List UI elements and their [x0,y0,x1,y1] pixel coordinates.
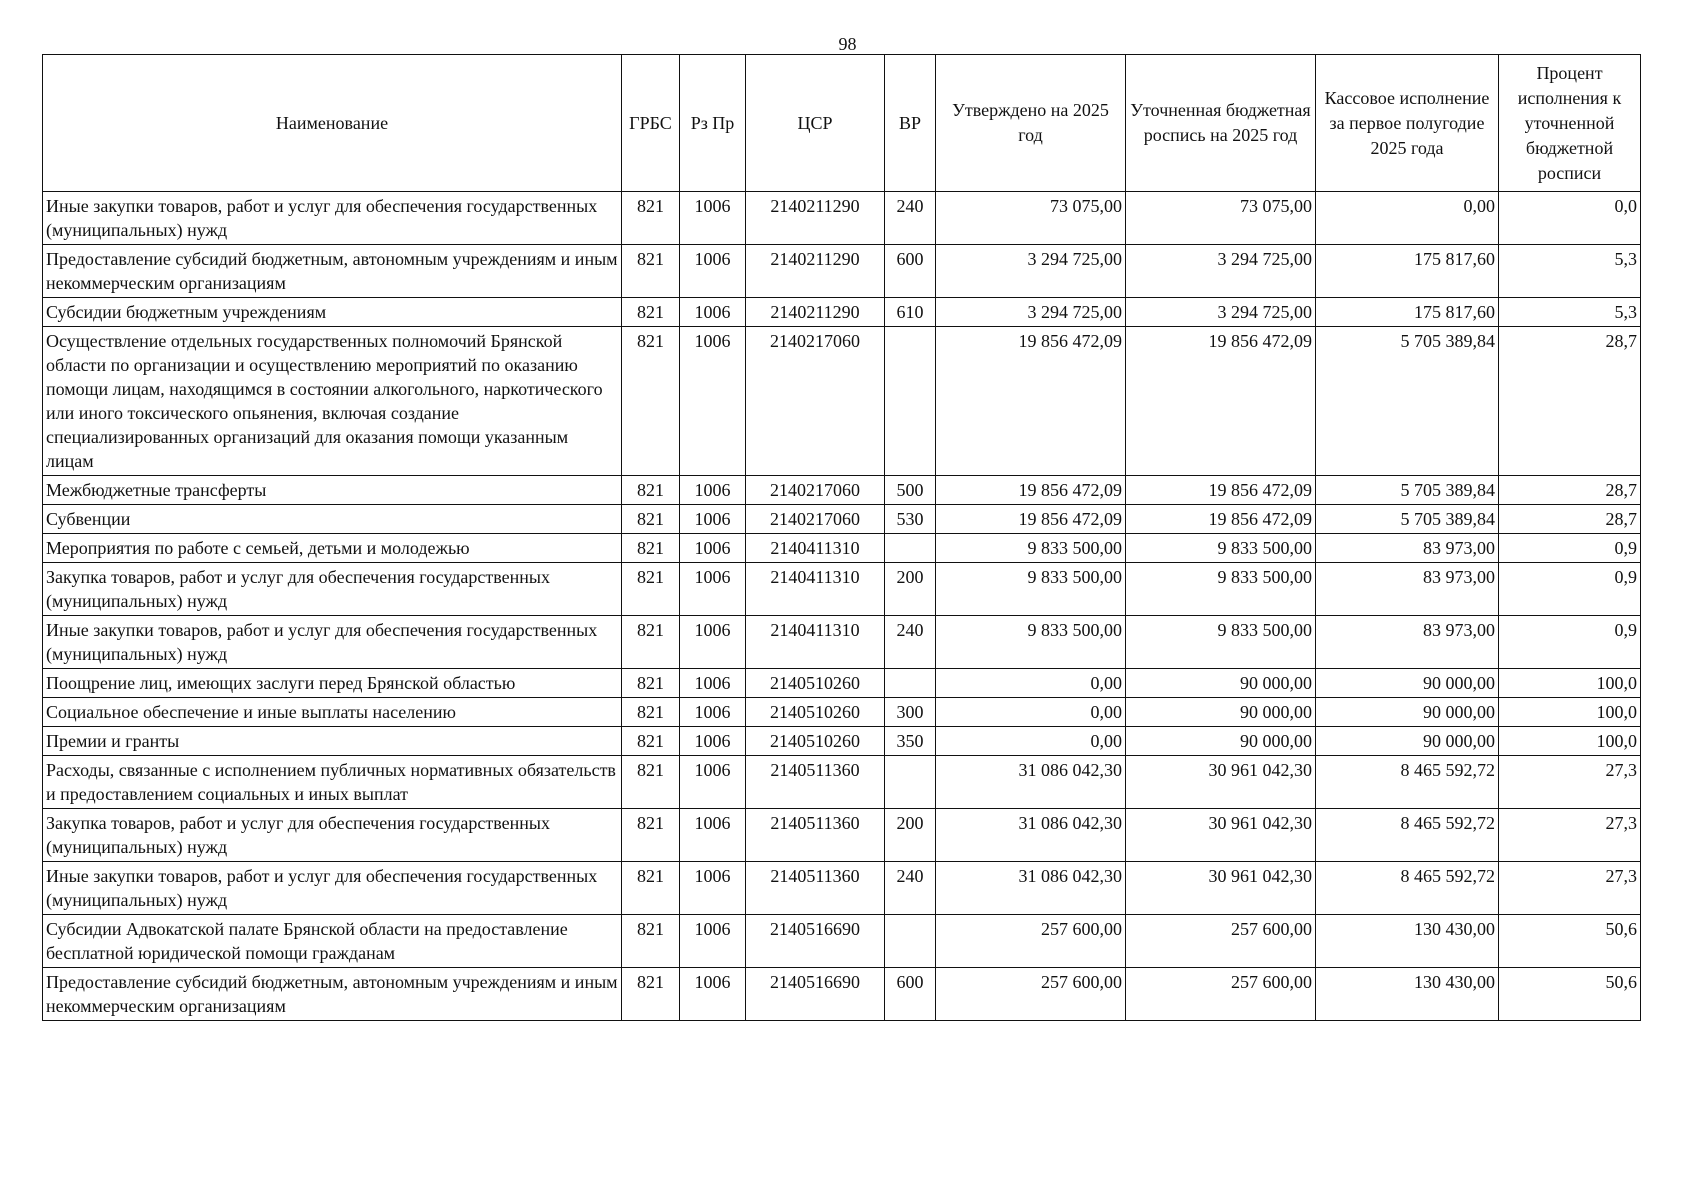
cell-rzpr: 1006 [680,669,746,698]
cell-percent: 100,0 [1499,698,1641,727]
cell-vr: 300 [885,698,936,727]
cell-csr: 2140211290 [746,245,885,298]
cell-executed: 130 430,00 [1316,915,1499,968]
cell-vr: 200 [885,809,936,862]
cell-refined: 30 961 042,30 [1126,756,1316,809]
cell-percent: 100,0 [1499,669,1641,698]
cell-percent: 28,7 [1499,505,1641,534]
header-executed: Кассовое исполнение за первое полугодие 2025 года [1316,55,1499,192]
cell-vr [885,756,936,809]
cell-executed: 8 465 592,72 [1316,756,1499,809]
cell-executed: 8 465 592,72 [1316,809,1499,862]
cell-grbs: 821 [622,727,680,756]
cell-rzpr: 1006 [680,727,746,756]
table-row [43,862,1641,915]
cell-executed: 83 973,00 [1316,534,1499,563]
cell-grbs: 821 [622,616,680,669]
cell-csr: 2140211290 [746,298,885,327]
cell-approved: 0,00 [936,727,1126,756]
table-row [43,327,1641,476]
cell-grbs: 821 [622,862,680,915]
cell-executed: 0,00 [1316,192,1499,245]
budget-table [42,54,1641,1021]
cell-approved: 9 833 500,00 [936,616,1126,669]
table-row [43,915,1641,968]
cell-grbs: 821 [622,298,680,327]
cell-vr: 240 [885,616,936,669]
cell-rzpr: 1006 [680,968,746,1021]
cell-percent: 50,6 [1499,915,1641,968]
cell-percent: 50,6 [1499,968,1641,1021]
cell-approved: 19 856 472,09 [936,327,1126,476]
table-row [43,616,1641,669]
cell-refined: 3 294 725,00 [1126,245,1316,298]
cell-approved: 9 833 500,00 [936,563,1126,616]
header-grbs: ГРБС [622,55,680,192]
cell-vr: 240 [885,192,936,245]
cell-name: Межбюджетные трансферты [43,476,622,505]
cell-grbs: 821 [622,698,680,727]
table-row [43,563,1641,616]
cell-percent: 0,9 [1499,534,1641,563]
cell-refined: 30 961 042,30 [1126,809,1316,862]
cell-vr [885,327,936,476]
cell-vr: 200 [885,563,936,616]
header-name: Наименование [43,55,622,192]
cell-approved: 3 294 725,00 [936,245,1126,298]
cell-refined: 19 856 472,09 [1126,476,1316,505]
cell-refined: 19 856 472,09 [1126,327,1316,476]
cell-rzpr: 1006 [680,915,746,968]
cell-rzpr: 1006 [680,245,746,298]
table-row [43,698,1641,727]
cell-name: Иные закупки товаров, работ и услуг для обеспечения государственных (муниципальных) нужд [43,862,622,915]
cell-percent: 100,0 [1499,727,1641,756]
cell-percent: 27,3 [1499,756,1641,809]
cell-name: Мероприятия по работе с семьей, детьми и молодежью [43,534,622,563]
cell-vr: 600 [885,245,936,298]
cell-refined: 30 961 042,30 [1126,862,1316,915]
cell-refined: 90 000,00 [1126,669,1316,698]
header-refined: Уточненная бюджетная роспись на 2025 год [1126,55,1316,192]
cell-rzpr: 1006 [680,756,746,809]
cell-executed: 90 000,00 [1316,669,1499,698]
table-row [43,669,1641,698]
header-rzpr: Рз Пр [680,55,746,192]
page-number: 98 [838,34,857,54]
cell-executed: 90 000,00 [1316,698,1499,727]
cell-vr: 610 [885,298,936,327]
cell-name: Иные закупки товаров, работ и услуг для обеспечения государственных (муниципальных) нужд [43,192,622,245]
cell-rzpr: 1006 [680,505,746,534]
table-row [43,505,1641,534]
cell-csr: 2140516690 [746,915,885,968]
cell-rzpr: 1006 [680,862,746,915]
cell-csr: 2140511360 [746,862,885,915]
cell-rzpr: 1006 [680,809,746,862]
cell-approved: 257 600,00 [936,915,1126,968]
cell-grbs: 821 [622,669,680,698]
cell-name: Социальное обеспечение и иные выплаты населению [43,698,622,727]
cell-grbs: 821 [622,192,680,245]
cell-executed: 83 973,00 [1316,616,1499,669]
cell-grbs: 821 [622,563,680,616]
cell-name: Предоставление субсидий бюджетным, автономным учреждениям и иным некоммерческим организациям [43,245,622,298]
cell-name: Субсидии бюджетным учреждениям [43,298,622,327]
cell-grbs: 821 [622,245,680,298]
table-row [43,245,1641,298]
table-row [43,476,1641,505]
cell-csr: 2140411310 [746,563,885,616]
cell-csr: 2140211290 [746,192,885,245]
cell-rzpr: 1006 [680,476,746,505]
table-row [43,968,1641,1021]
cell-approved: 0,00 [936,698,1126,727]
cell-grbs: 821 [622,505,680,534]
cell-name: Премии и гранты [43,727,622,756]
cell-grbs: 821 [622,915,680,968]
cell-vr: 350 [885,727,936,756]
cell-percent: 0,9 [1499,563,1641,616]
cell-csr: 2140217060 [746,476,885,505]
cell-vr [885,915,936,968]
cell-executed: 83 973,00 [1316,563,1499,616]
cell-name: Закупка товаров, работ и услуг для обеспечения государственных (муниципальных) нужд [43,809,622,862]
cell-vr: 240 [885,862,936,915]
cell-rzpr: 1006 [680,534,746,563]
cell-percent: 5,3 [1499,245,1641,298]
cell-approved: 31 086 042,30 [936,809,1126,862]
cell-vr [885,534,936,563]
cell-vr: 500 [885,476,936,505]
cell-approved: 257 600,00 [936,968,1126,1021]
cell-rzpr: 1006 [680,616,746,669]
cell-refined: 257 600,00 [1126,968,1316,1021]
cell-approved: 3 294 725,00 [936,298,1126,327]
cell-rzpr: 1006 [680,698,746,727]
cell-refined: 9 833 500,00 [1126,534,1316,563]
cell-approved: 19 856 472,09 [936,476,1126,505]
cell-percent: 28,7 [1499,327,1641,476]
cell-csr: 2140411310 [746,616,885,669]
table-row [43,809,1641,862]
cell-executed: 5 705 389,84 [1316,327,1499,476]
cell-refined: 19 856 472,09 [1126,505,1316,534]
cell-percent: 27,3 [1499,809,1641,862]
cell-percent: 27,3 [1499,862,1641,915]
cell-csr: 2140511360 [746,756,885,809]
cell-grbs: 821 [622,809,680,862]
header-percent: Процент исполнения к уточненной бюджетной росписи [1499,55,1641,192]
cell-vr [885,669,936,698]
cell-csr: 2140217060 [746,505,885,534]
cell-approved: 31 086 042,30 [936,862,1126,915]
header-csr: ЦСР [746,55,885,192]
cell-approved: 31 086 042,30 [936,756,1126,809]
cell-vr: 530 [885,505,936,534]
cell-csr: 2140510260 [746,669,885,698]
cell-name: Субсидии Адвокатской палате Брянской области на предоставление бесплатной юридической помощи гражданам [43,915,622,968]
cell-executed: 130 430,00 [1316,968,1499,1021]
cell-rzpr: 1006 [680,563,746,616]
table-row [43,534,1641,563]
cell-refined: 90 000,00 [1126,698,1316,727]
table-row [43,756,1641,809]
cell-approved: 0,00 [936,669,1126,698]
cell-name: Предоставление субсидий бюджетным, автономным учреждениям и иным некоммерческим организациям [43,968,622,1021]
table-header-row [43,55,1641,192]
cell-percent: 0,9 [1499,616,1641,669]
cell-name: Поощрение лиц, имеющих заслуги перед Брянской областью [43,669,622,698]
cell-grbs: 821 [622,534,680,563]
table-row [43,727,1641,756]
cell-vr: 600 [885,968,936,1021]
cell-approved: 19 856 472,09 [936,505,1126,534]
cell-name: Закупка товаров, работ и услуг для обеспечения государственных (муниципальных) нужд [43,563,622,616]
cell-refined: 9 833 500,00 [1126,563,1316,616]
cell-grbs: 821 [622,756,680,809]
cell-executed: 175 817,60 [1316,245,1499,298]
cell-csr: 2140510260 [746,727,885,756]
cell-percent: 5,3 [1499,298,1641,327]
table-row [43,192,1641,245]
cell-approved: 73 075,00 [936,192,1126,245]
cell-executed: 5 705 389,84 [1316,505,1499,534]
cell-refined: 3 294 725,00 [1126,298,1316,327]
header-approved: Утверждено на 2025 год [936,55,1126,192]
cell-csr: 2140217060 [746,327,885,476]
cell-approved: 9 833 500,00 [936,534,1126,563]
cell-executed: 5 705 389,84 [1316,476,1499,505]
cell-refined: 73 075,00 [1126,192,1316,245]
cell-refined: 257 600,00 [1126,915,1316,968]
cell-csr: 2140510260 [746,698,885,727]
cell-rzpr: 1006 [680,327,746,476]
cell-csr: 2140516690 [746,968,885,1021]
cell-grbs: 821 [622,968,680,1021]
cell-rzpr: 1006 [680,192,746,245]
header-vr: ВР [885,55,936,192]
cell-refined: 90 000,00 [1126,727,1316,756]
cell-refined: 9 833 500,00 [1126,616,1316,669]
table-row [43,298,1641,327]
cell-executed: 8 465 592,72 [1316,862,1499,915]
cell-name: Иные закупки товаров, работ и услуг для обеспечения государственных (муниципальных) нужд [43,616,622,669]
cell-percent: 28,7 [1499,476,1641,505]
cell-executed: 90 000,00 [1316,727,1499,756]
cell-rzpr: 1006 [680,298,746,327]
cell-name: Осуществление отдельных государственных полномочий Брянской области по организации и осуществлению мероприятий по оказанию помощи лицам, находящимся в состоянии алкогольного, наркотического или иного токсического опьянения, включая создание специализированных организаций для оказания помощи указанным лицам [43,327,622,476]
cell-grbs: 821 [622,476,680,505]
cell-csr: 2140411310 [746,534,885,563]
cell-executed: 175 817,60 [1316,298,1499,327]
cell-name: Расходы, связанные с исполнением публичных нормативных обязательств и предоставлением социальных и иных выплат [43,756,622,809]
cell-grbs: 821 [622,327,680,476]
cell-percent: 0,0 [1499,192,1641,245]
cell-name: Субвенции [43,505,622,534]
cell-csr: 2140511360 [746,809,885,862]
